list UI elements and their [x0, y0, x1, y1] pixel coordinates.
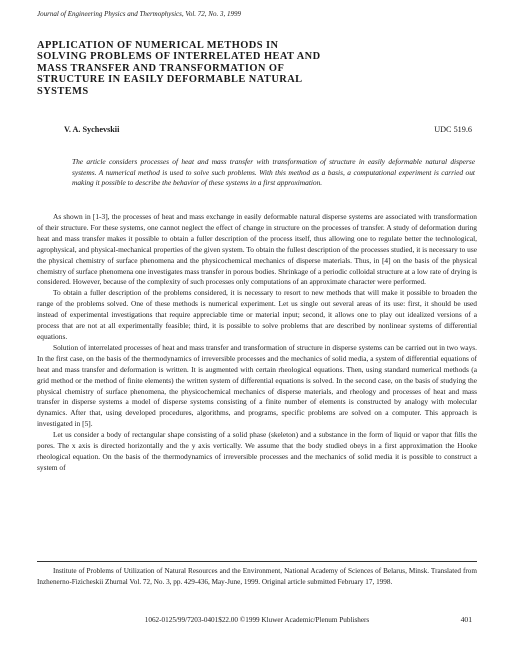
body-paragraph: As shown in [1-3], the processes of heat and mass exchange in easily deformable natural disperse systems are associated with transformation of their structure. For these systems, one cannot neglect the effect of change in structure on the processes of transfer. A study of deformation during heat and mass transfer makes it possible to obtain a fuller description of the process itself, thus allowing one to regulate better the technological, agrophysical, and physical-mechanical properties of the given system. To obtain the fullest description of the processes studied, it is necessary to use the physical chemistry of surface phenomena and the physicochemical mechanics of disperse materials. Thus, in [4] on the basis of the physical chemistry of surface phenomena one investigates mass transfer in porous bodies. Shrinkage of a periodic colloidal structure at a low rate of drying is considered. However, because of the complexity of such processes only computations of an approximate character were performed.: [37, 212, 477, 287]
footnote-divider: [37, 561, 477, 562]
body-paragraph: To obtain a fuller description of the problems considered, it is necessary to resort to new methods that will make it possible to broaden the range of the problems solved. One of these methods is numerical experiment. Let us single out several areas of its use: first, it should be used instead of experimental investigations that require appreciable time or material input; second, it allows one to play out idealized versions of a process that are not at all experimentally feasible; third, it is possible to solve problems that are described by nonlinear systems of differential equations.: [37, 288, 477, 341]
title-line: STRUCTURE IN EASILY DEFORMABLE NATURAL: [37, 74, 303, 86]
author-name: V. A. Sychevskii: [64, 125, 120, 134]
title-line: SYSTEMS: [37, 85, 89, 97]
abstract: The article considers processes of heat and mass transfer with transformation of structure in easily deformable natural disperse systems. A numerical method is used to solve such problems. With this method as a basis, a computational experiment is carried out making it possible to describe the behavior of these systems in a first approximation.: [72, 157, 475, 188]
body-text: [37, 212, 477, 474]
journal-header: Journal of Engineering Physics and Thermophysics, Vol. 72, No. 3, 1999: [37, 10, 241, 18]
body-paragraph: Solution of interrelated processes of heat and mass transfer and transformation of structure in disperse systems can be carried out in two ways. In the first case, on the basis of the thermodynamics of irreversible processes and the mechanics of solid media, a system of differential equations of heat and mass transfer and deformation is written. It is augmented with certain rheological equations. Then, using standard numerical methods (a grid method or the method of finite elements) the written system of differential equations is solved. In the second case, on the basis of studying the physical chemistry of surface phenomena, the physicochemical mechanics of disperse materials, and rheology and processes of heat and mass transfer in disperse systems a model of disperse systems consisting of a finite number of elements is constructed by analogy with molecular dynamics. After that, using developed procedures, algorithms, and programs, specific problems are solved on a computer. This approach is investigated in [5].: [37, 342, 477, 429]
affiliation-footnote: Institute of Problems of Utilization of Natural Resources and the Environment, National Academy of Sciences of Belarus, Minsk. Translated from Inzhenerno-Fizicheskii Zhurnal Vol. 72, No. 3, pp. 429-436, May-June, 1999. Original article submitted February 17, 1998.: [37, 567, 477, 586]
title-line: MASS TRANSFER AND TRANSFORMATION OF: [37, 62, 285, 74]
body-paragraph: Let us consider a body of rectangular shape consisting of a solid phase (skeleton) and a substance in the form of liquid or vapor that fills the pores. The x axis is directed horizontally and the y axis vertically. We assume that the body studied obeys in a first approximation the Hooke rheological equation. On the basis of the thermodynamics of irreversible processes and the mechanics of solid media it is possible to construct a system of: [37, 430, 477, 472]
page-number: 401: [460, 615, 472, 624]
title-line: APPLICATION OF NUMERICAL METHODS IN: [37, 40, 279, 51]
publisher-footer: 1062-0125/99/7203-0401$22.00 ©1999 Kluwer Academic/Plenum Publishers: [144, 616, 370, 624]
article-title: [37, 40, 467, 97]
udc-code: UDC 519.6: [434, 125, 472, 134]
title-line: SOLVING PROBLEMS OF INTERRELATED HEAT AND: [37, 51, 321, 63]
